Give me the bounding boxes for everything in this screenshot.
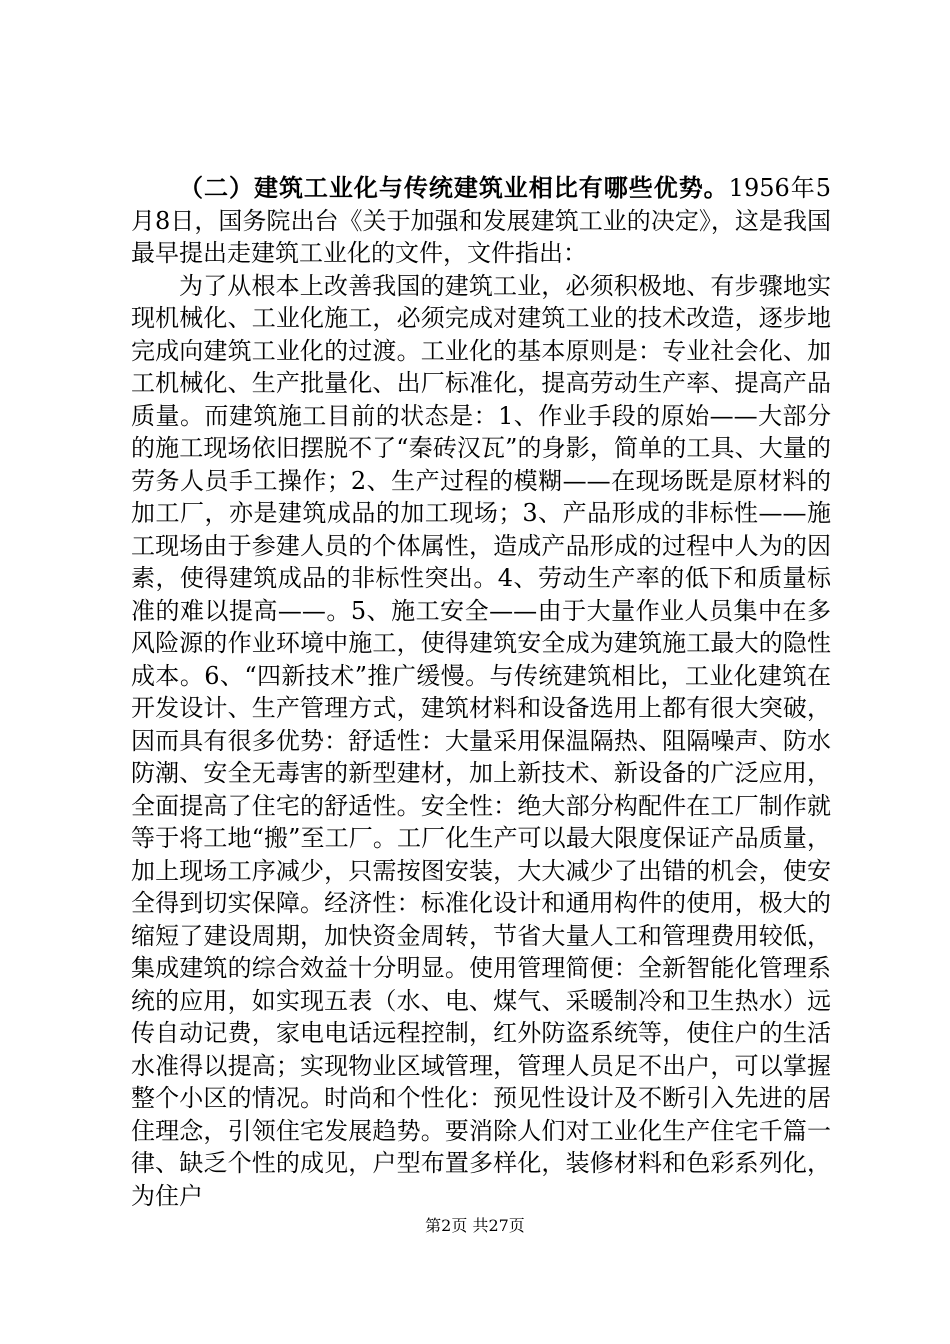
paragraph-1 xyxy=(131,172,831,270)
section-heading: （二）建筑工业化与传统建筑业相比有哪些优势。 xyxy=(179,173,729,202)
page-number-footer: 第2页 共27页 xyxy=(425,1216,525,1235)
paragraph-2: 为了从根本上改善我国的建筑工业，必须积极地、有步骤地实现机械化、工业化施工，必须完成对建筑工业的技术改造，逐步地完成向建筑工业化的过渡。工业化的基本原则是：专业社会化、加工机械化、生产批量化、出厂标准化，提高劳动生产率、提高产品质量。而建筑施工目前的状态是：1、作业手段的原始——大部分的施工现场依旧摆脱不了“秦砖汉瓦”的身影，简单的工具、大量的劳务人员手工操作；2、生产过程的模糊——在现场既是原材料的加工厂，亦是建筑成品的加工现场；3、产品形成的非标性——施工现场由于参建人员的个体属性，造成产品形成的过程中人为的因素，使得建筑成品的非标性突出。4、劳动生产率的低下和质量标准的难以提高——。5、施工安全——由于大量作业人员集中在多风险源的作业环境中施工，使得建筑安全成为建筑施工最大的隐性成本。6、“四新技术”推广缓慢。与传统建筑相比，工业化建筑在开发设计、生产管理方式，建筑材料和设备选用上都有很大突破，因而具有很多优势：舒适性：大量采用保温隔热、阻隔噪声、防水防潮、安全无毒害的新型建材，加上新技术、新设备的广泛应用，全面提高了住宅的舒适性。安全性：绝大部分构配件在工厂制作就等于将工地“搬”至工厂。工厂化生产可以最大限度保证产品质量，加上现场工序减少，只需按图安装，大大减少了出错的机会，使安全得到切实保障。经济性：标准化设计和通用构件的使用，极大的缩短了建设周期，加快资金周转，节省大量人工和管理费用较低，集成建筑的综合效益十分明显。使用管理简便：全新智能化管理系统的应用，如实现五表（水、电、煤气、采暖制冷和卫生热水）远传自动记费，家电电话远程控制，红外防盗系统等，使住户的生活水准得以提高；实现物业区域管理，管理人员足不出户，可以掌握整个小区的情况。时尚和个性化：预见性设计及不断引入先进的居住理念，引领住宅发展趋势。要消除人们对工业化生产住宅千篇一律、缺乏个性的成见，户型布置多样化，装修材料和色彩系列化，为住户 xyxy=(131,271,831,1210)
document-body xyxy=(131,172,831,1212)
paragraph-1-text: 1956年5月8日，国务院出台《关于加强和发展建筑工业的决定》，这是我国最早提出走建筑工业化的文件，文件指出： xyxy=(131,174,831,267)
